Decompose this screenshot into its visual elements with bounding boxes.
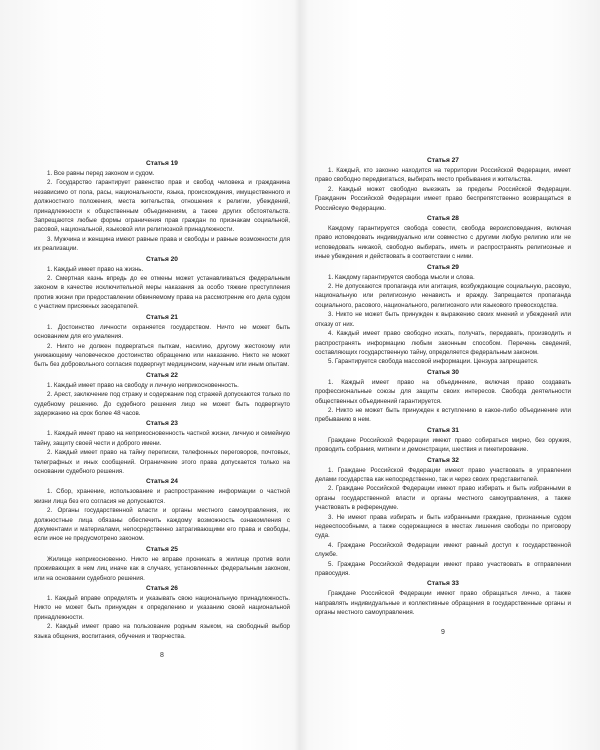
article-title: Статья 28 <box>427 215 459 223</box>
article <box>34 419 290 476</box>
article-paragraph: 3. Мужчина и женщина имеют равные права и свободы и равные возможности для их реализации. <box>34 235 290 253</box>
article-paragraph: 2. Каждый может свободно выезжать за пределы Российской Федерации. Гражданин Российской Федерации имеет право беспрепятственно возвращаться в Российскую Федерацию. <box>315 185 571 212</box>
article-paragraph: 1. Все равны перед законом и судом. <box>47 170 155 177</box>
article-paragraph: Граждане Российской Федерации имеют право собираться мирно, без оружия, проводить собрания, митинги и демонстрации, шествия и пикетирование. <box>315 436 571 454</box>
article-paragraph: 2. Никто не должен подвергаться пыткам, насилию, другому жестокому или унижающему человеческое достоинство обращению или наказанию. Никто не может быть без добровольного согласия подвергнут медицинским, научным или иным опытам. <box>34 342 290 369</box>
article-paragraph: 2. Граждане Российской Федерации имеют право избирать и быть избранными в органы государственной власти и органы местного самоуправления, а также участвовать в референдуме. <box>315 485 571 512</box>
article-paragraph: Каждому гарантируется свобода совести, свобода вероисповедания, включая право исповедовать индивидуально или совместно с другими любую религию или не исповедовать никакой, свободно выбирать, иметь и распространять религиозные и иные убеждения и действовать в соответствии с ними. <box>315 225 571 261</box>
article-title: Статья 33 <box>427 580 459 588</box>
article-paragraph: 1. Каждый, кто законно находится на территории Российской Федерации, имеет право свободно передвигаться, выбирать место пребывания и жительства. <box>315 167 571 184</box>
article-paragraph: 1. Каждый имеет право на неприкосновенность частной жизни, личную и семейную тайну, защиту своей чести и доброго имени. <box>34 430 290 447</box>
article-title: Статья 32 <box>427 456 459 464</box>
article-paragraph: 2. Каждый имеет право на пользование родным языком, на свободный выбор языка общения, воспитания, обучения и творчества. <box>34 623 290 640</box>
article <box>315 579 571 617</box>
article-paragraph: 2. Арест, заключение под стражу и содержание под стражей допускаются только по судебному решению. До судебного решения лицо не может быть подвергнуто задержанию на срок более 48 часов. <box>34 391 290 417</box>
article-title: Статья 30 <box>427 368 459 376</box>
article-paragraph: 2. Государство гарантирует равенство прав и свобод человека и гражданина независимо от пола, расы, национальности, языка, происхождения, имущественного и должностного положения, места жительства, отношения к религии, убеждений, принадлежности к общественным объединениям, а также других обстоятельств. Запрещаются любые формы ограничения прав граждан по признакам социальной, расовой, национальной, языковой или религиозной принадлежности. <box>34 179 290 234</box>
article-paragraph: 3. Не имеют права избирать и быть избранными граждане, признанные судом недееспособными, а также содержащиеся в местах лишения свободы по приговору суда. <box>315 513 571 540</box>
article-paragraph: 3. Никто не может быть принужден к выражению своих мнений и убеждений или отказу от них. <box>315 311 571 328</box>
article-title: Статья 20 <box>146 255 178 263</box>
page-number-left: 8 <box>160 652 164 660</box>
article-title: Статья 22 <box>146 371 178 379</box>
article <box>34 313 290 370</box>
article-paragraph: 2. Каждый имеет право на тайну переписки, телефонных переговоров, почтовых, телеграфных и иных сообщений. Ограничение этого права допускается только на основании судебного решения. <box>34 449 290 475</box>
article-title: Статья 24 <box>146 478 178 486</box>
article <box>315 456 571 579</box>
article <box>34 255 290 312</box>
article <box>315 426 571 455</box>
article <box>315 263 571 367</box>
article-paragraph: 4. Граждане Российской Федерации имеют равный доступ к государственной службе. <box>315 541 571 559</box>
right-page-articles <box>315 156 571 618</box>
article-paragraph: 1. Каждому гарантируется свобода мысли и слова. <box>328 273 475 281</box>
article <box>34 159 290 254</box>
article <box>315 214 571 262</box>
article-title: Статья 31 <box>427 426 459 434</box>
article-title: Статья 29 <box>427 263 459 271</box>
article-paragraph: 1. Каждый вправе определять и указывать свою национальную принадлежность. Никто не может быть принужден к определению и указанию своей национальной принадлежности. <box>34 595 290 621</box>
article-paragraph: 2. Никто не может быть принужден к вступлению в какое-либо объединение или пребыванию в нем. <box>315 406 571 424</box>
article-paragraph: 2. Органы государственной власти и органы местного самоуправления, их должностные лица обязаны обеспечить каждому возможность ознакомления с документами и материалами, непосредственно затрагивающими его права и свободы, если иное не предусмотрено законом. <box>34 507 290 543</box>
article-paragraph: 2. Не допускаются пропаганда или агитация, возбуждающие социальную, расовую, национальную или религиозную ненависть и вражду. Запрещается пропаганда социального, расового, национального, религиозного или языкового превосходства. <box>315 283 571 309</box>
article-title: Статья 19 <box>146 160 178 167</box>
article-paragraph: 1. Сбор, хранение, использование и распространение информации о частной жизни лица без его согласия не допускаются. <box>34 488 290 505</box>
page-number-right: 9 <box>441 628 445 636</box>
article <box>34 477 290 543</box>
article-title: Статья 26 <box>146 585 178 593</box>
left-page <box>34 158 290 660</box>
article-paragraph: 1. Каждый имеет право на жизнь. <box>47 265 144 273</box>
article-title: Статья 21 <box>146 313 178 321</box>
article <box>315 156 571 213</box>
article-paragraph: Жилище неприкосновенно. Никто не вправе проникать в жилище против воли проживающих в нем лиц иначе как в случаях, установленных федеральным законом, или на основании судебного решения. <box>34 555 290 582</box>
left-page-articles <box>34 159 290 641</box>
article-paragraph: 1. Достоинство личности охраняется государством. Ничто не может быть основанием для его умаления. <box>34 323 290 341</box>
article-paragraph: 5. Граждане Российской Федерации имеют право участвовать в отправлении правосудия. <box>315 560 571 578</box>
article-paragraph: 4. Каждый имеет право свободно искать, получать, передавать, производить и распространять информацию любым законным способом. Перечень сведений, составляющих государственную тайну, определяется федеральным законом. <box>315 330 571 356</box>
article <box>34 584 290 641</box>
article <box>315 368 571 425</box>
article-title: Статья 27 <box>427 157 459 164</box>
article-paragraph: 2. Смертная казнь впредь до ее отмены может устанавливаться федеральным законом в качестве исключительной меры наказания за особо тяжкие преступления против жизни при предоставлении обвиняемому права на рассмотрение его дела судом с участием присяжных заседателей. <box>34 275 290 311</box>
article-paragraph: 1. Граждане Российской Федерации имеют право участвовать в управлении делами государства как непосредственно, так и через своих представителей. <box>315 466 571 483</box>
article-paragraph: 5. Гарантируется свобода массовой информации. Цензура запрещается. <box>328 358 539 366</box>
article <box>34 545 290 583</box>
article-paragraph: Граждане Российской Федерации имеют право обращаться лично, а также направлять индивидуальные и коллективные обращения в государственные органы и органы местного самоуправления. <box>315 590 571 617</box>
article-title: Статья 23 <box>146 420 178 428</box>
article <box>34 371 290 419</box>
article-title: Статья 25 <box>146 545 178 553</box>
article-paragraph: 1. Каждый имеет право на объединение, включая право создавать профессиональные союзы для защиты своих интересов. Свобода деятельности общественных объединений гарантируется. <box>315 378 571 405</box>
article-paragraph: 1. Каждый имеет право на свободу и личную неприкосновенность. <box>47 381 239 389</box>
right-page <box>315 155 571 637</box>
